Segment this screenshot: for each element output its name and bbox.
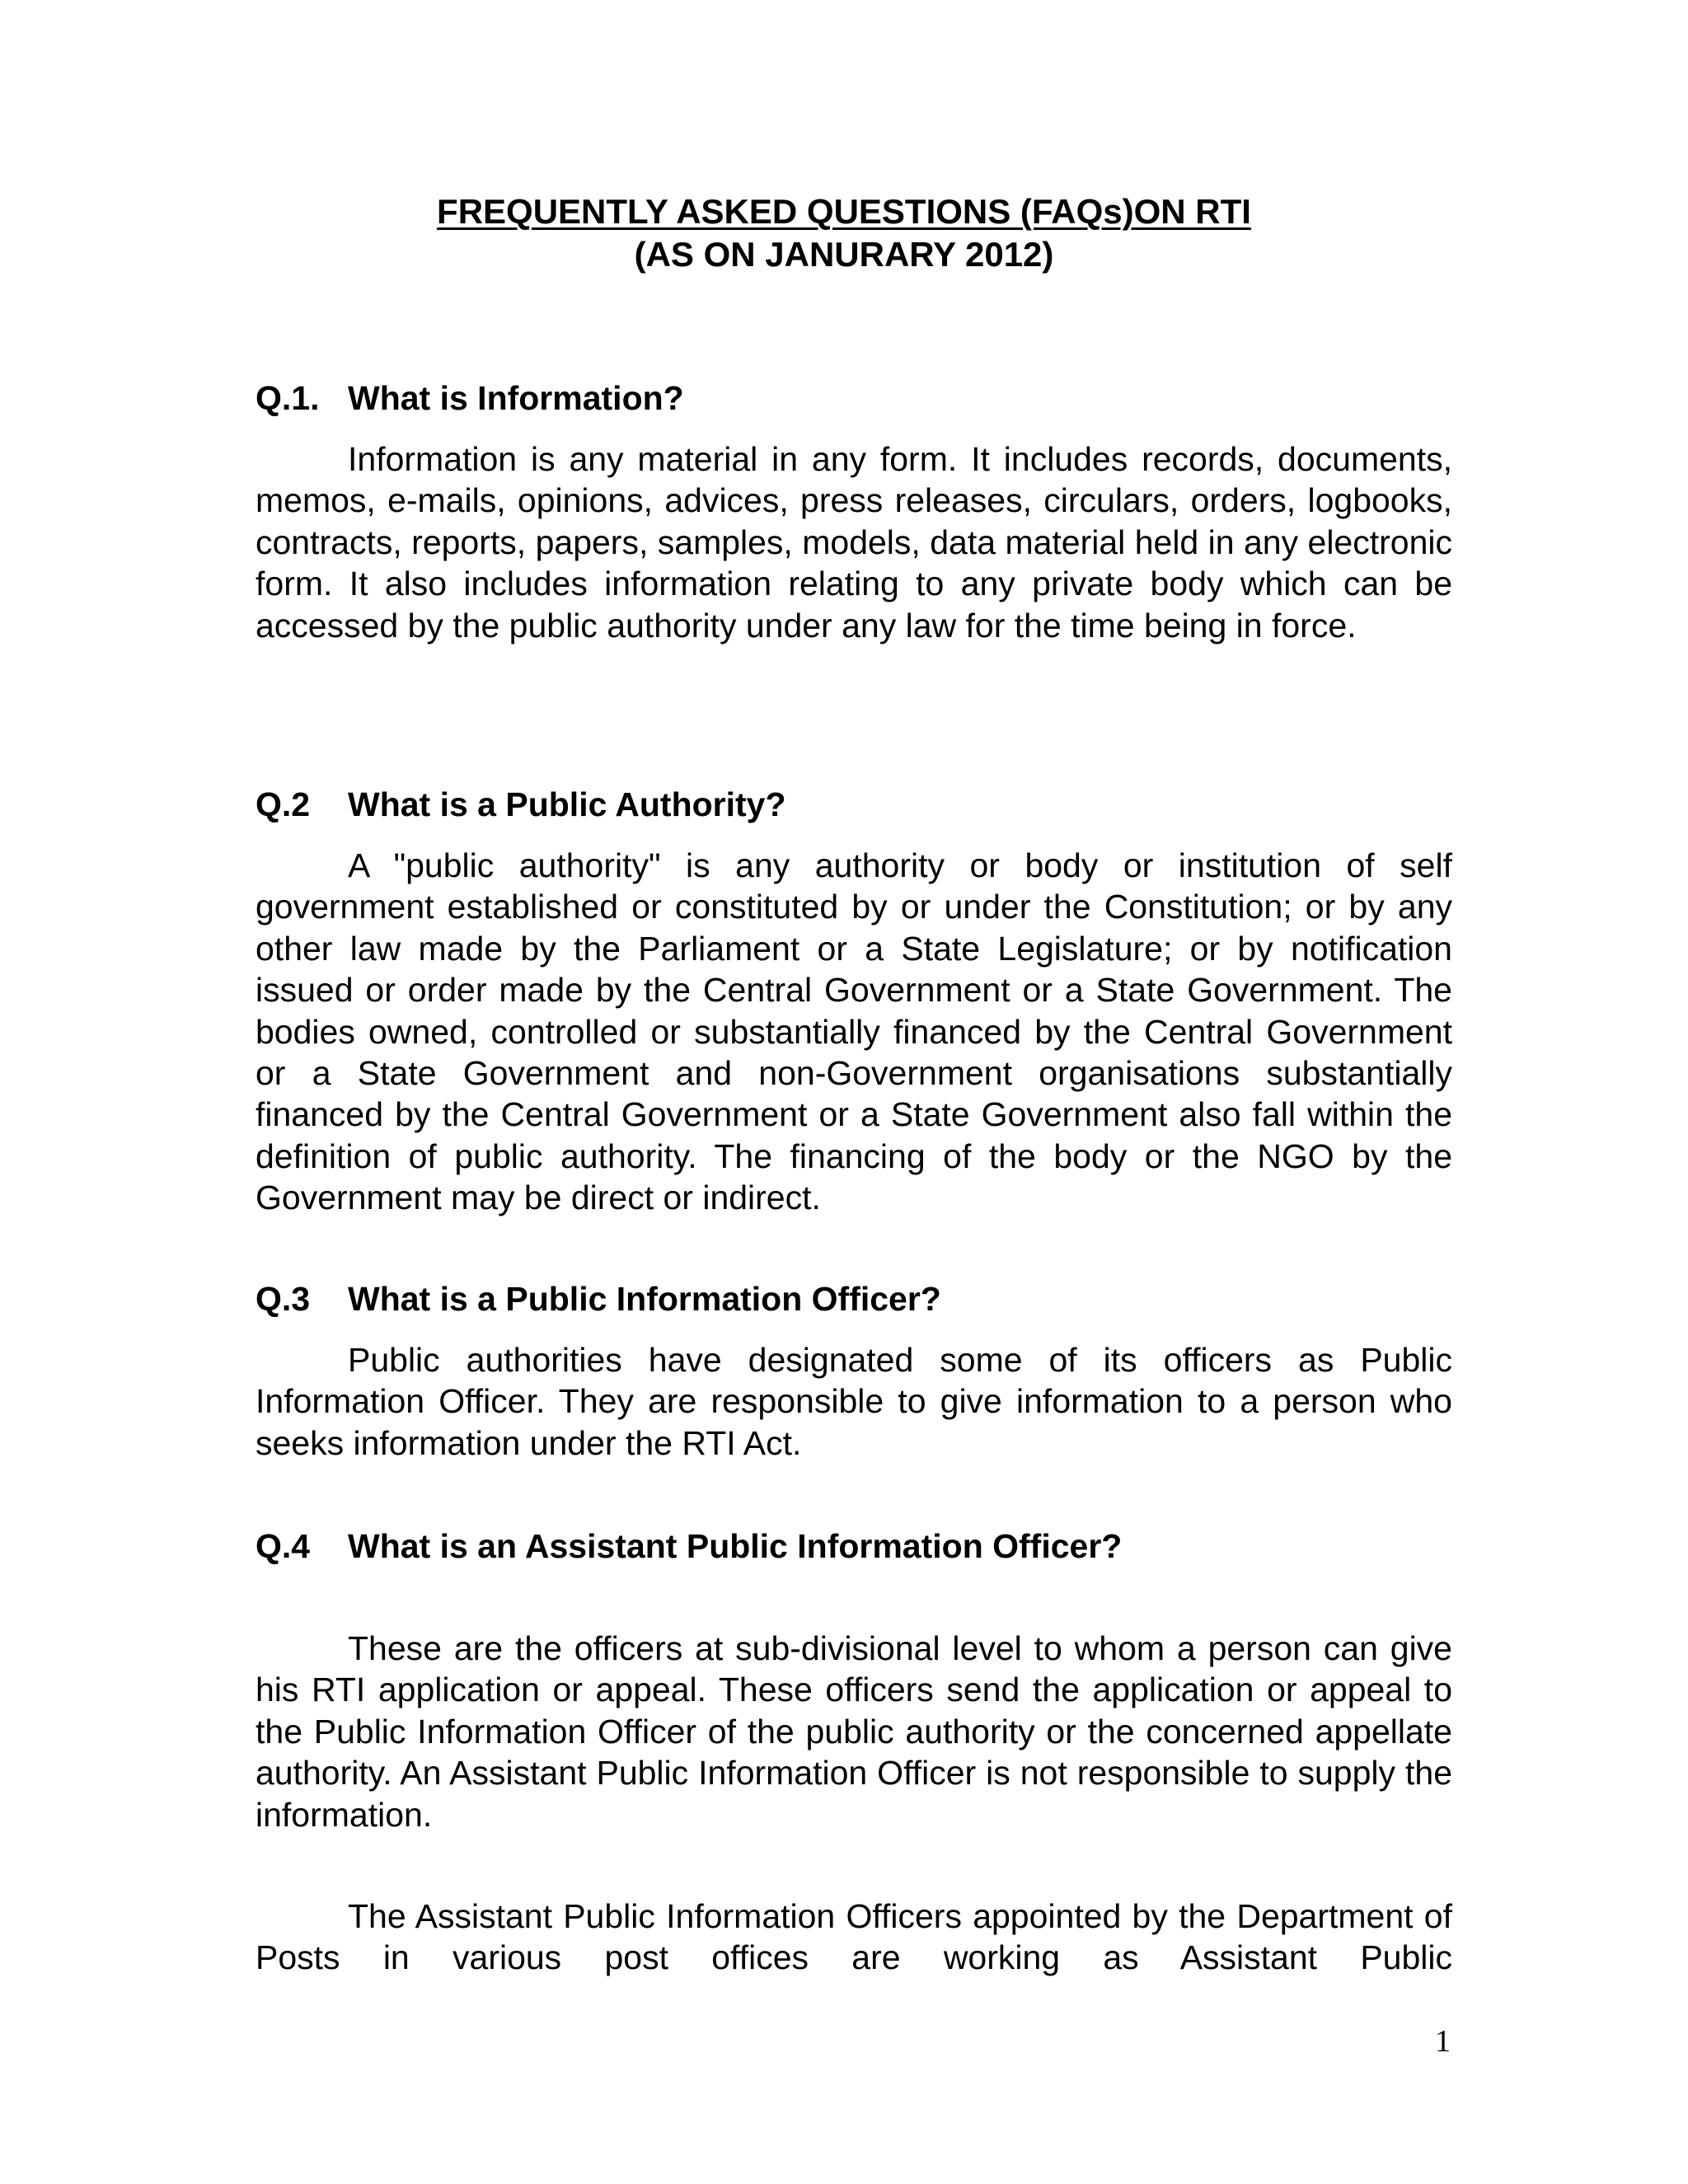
question-text: What is an Assistant Public Information Officer? <box>348 1527 1123 1565</box>
faq-answer-4-paragraph-1: These are the officers at sub-divisional level to whom a person can give his RTI application or appeal. These officers send the application or appeal to the Public Information Officer of the public authority or the concerned appellate authority. An Assistant Public Information Officer is not responsible to supply the information. <box>256 1629 1452 1834</box>
question-number: Q.4 <box>256 1527 311 1565</box>
title-line-1: FREQUENTLY ASKED QUESTIONS (FAQs)ON RTI <box>437 192 1251 231</box>
faq-question-2 <box>256 784 1451 825</box>
faq-question-1 <box>256 377 1451 419</box>
question-number: Q.2 <box>256 785 311 823</box>
faq-question-4 <box>256 1526 1451 1567</box>
document-title <box>0 191 1688 232</box>
question-text: What is a Public Authority? <box>348 785 786 823</box>
faq-question-3 <box>256 1278 1451 1319</box>
question-number: Q.3 <box>256 1280 311 1318</box>
question-text: What is a Public Information Officer? <box>348 1280 941 1318</box>
faq-answer-4-paragraph-2: The Assistant Public Information Officers appointed by the Department of Posts in various post offices are working as Assistant Public <box>256 1897 1452 1977</box>
document-subtitle: (AS ON JANURARY 2012) <box>634 235 1054 274</box>
question-text: What is Information? <box>348 379 684 417</box>
faq-answer-1: Information is any material in any form. It includes records, documents, memos, e-mails, opinions, advices, press releases, circulars, orders, logbooks, contracts, reports, papers, samples, models, data material held in any electronic form. It also includes information relating to any private body which can be accessed by the public authority under any law for the time being in force. <box>256 440 1452 644</box>
page-number: 1 <box>1435 2024 1451 2059</box>
faq-answer-3: Public authorities have designated some of its officers as Public Information Officer. They are responsible to give information to a person who seeks information under the RTI Act. <box>256 1341 1452 1462</box>
question-number: Q.1. <box>256 379 320 417</box>
faq-answer-2: A "public authority" is any authority or body or institution of self government established or constituted by or under the Constitution; or by any other law made by the Parliament or a State Legislature; or by notification issued or order made by the Central Government or a State Government. The bodies owned, controlled or substantially financed by the Central Government or a State Government and non-Government organisations substantially financed by the Central Government or a State Government also fall within the definition of public authority. The financing of the body or the NGO by the Government may be direct or indirect. <box>256 846 1452 1217</box>
